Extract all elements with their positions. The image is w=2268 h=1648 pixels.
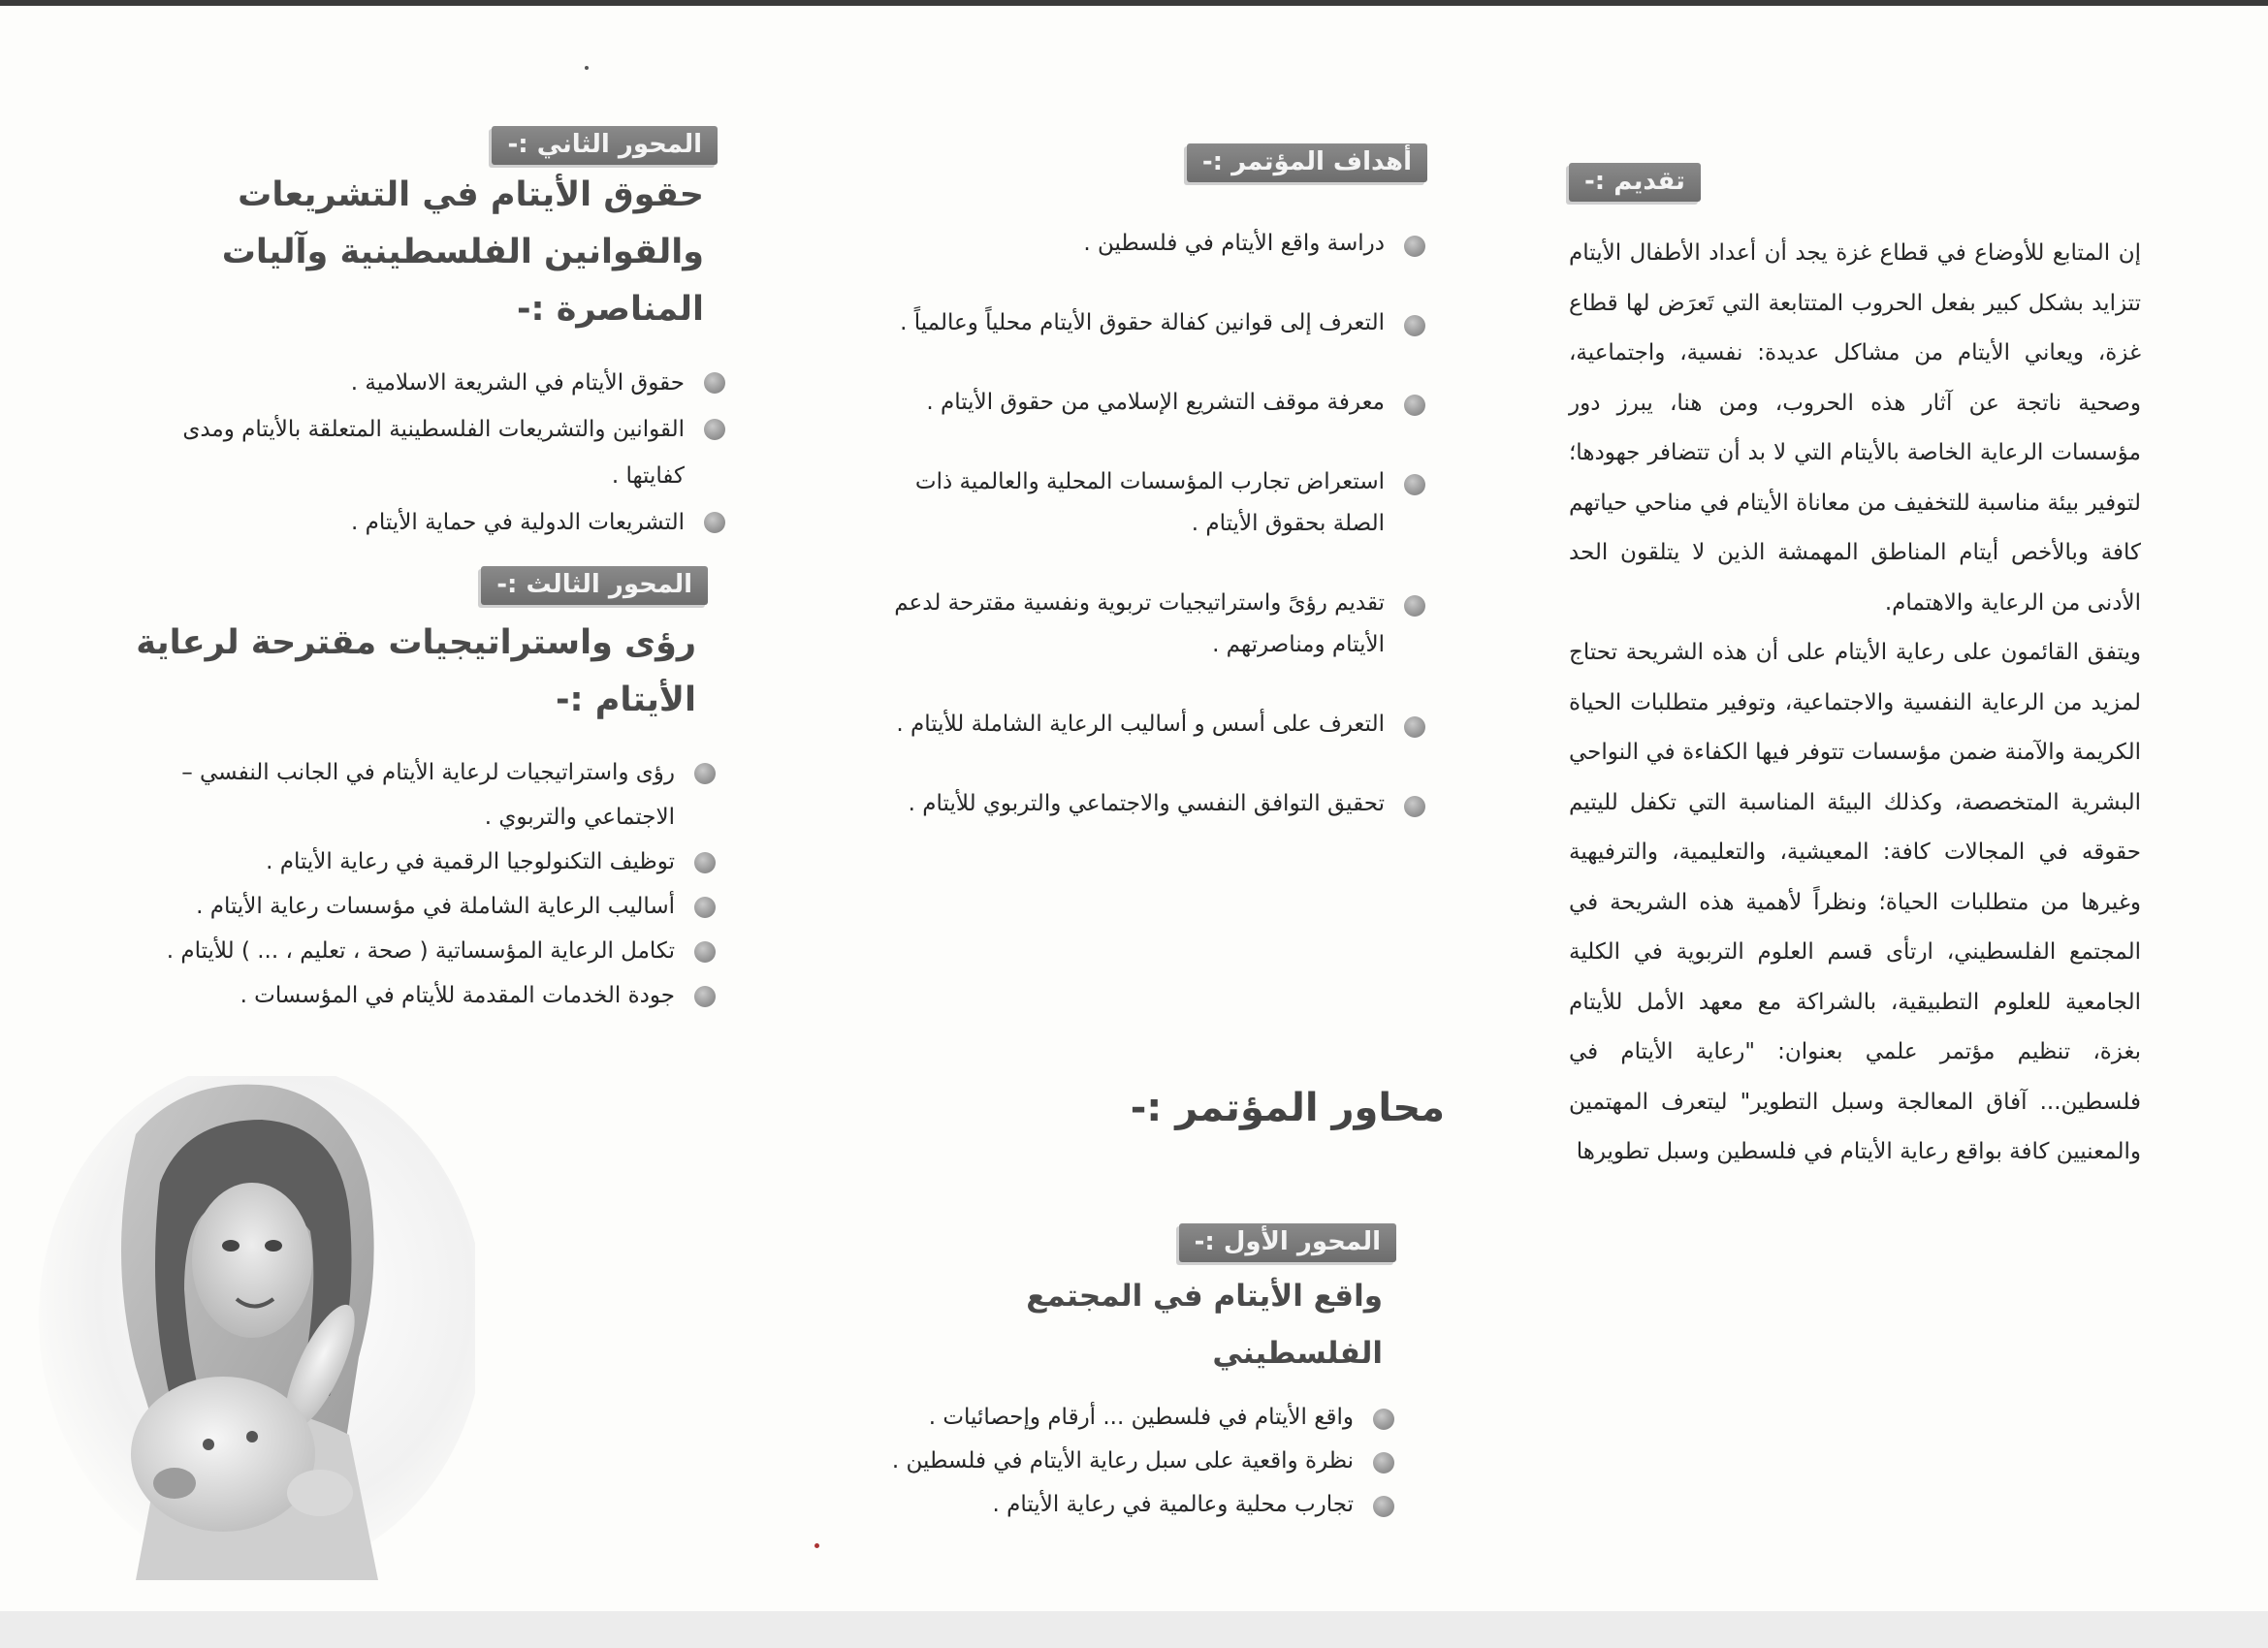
axis2-heading: حقوق الأيتام في التشريعات والقوانين الفلسطينية وآليات المناصرة :- — [221, 175, 704, 329]
photo-illustration — [29, 1076, 475, 1580]
axis3-section — [97, 566, 708, 1018]
axis3-heading: رؤى واستراتيجيات مقترحة لرعاية الأيتام :- — [136, 623, 696, 719]
list-item: نظرة واقعية على سبل رعاية الأيتام في فلسطين . — [873, 1440, 1396, 1483]
goals-section — [873, 143, 1427, 825]
axis2-section — [107, 126, 718, 546]
list-item: التشريعات الدولية في حماية الأيتام . — [107, 499, 727, 546]
list-item: حقوق الأيتام في الشريعة الاسلامية . — [107, 360, 727, 406]
intro-tag: تقديم :- — [1569, 163, 1701, 202]
list-item: تجارب محلية وعالمية في رعاية الأيتام . — [873, 1483, 1396, 1527]
intro-paragraph-1: إن المتابع للأوضاع في قطاع غزة يجد أن أعداد الأطفال الأيتام تتزايد بشكل كبير بفعل الحروب المتتابعة التي تَعرَض لها قطاع غزة، ويعاني الأيتام من مشاكل عديدة: نفسية، واجتماعية، وصحية ناتجة عن آثار هذه الحروب، ومن هنا، يبرز دور مؤسسات الرعاية الخاصة بالأيتام التي لا بد أن تتضافر جهودها؛ لتوفير بيئة مناسبة للتخفيف من معاناة الأيتام في مناحي حياتهم كافة وبالأخص أيتام المناطق المهمشة الذين لا يتلقون الحد الأدنى من الرعاية والاهتمام. — [1569, 240, 2141, 616]
axis2-tag: المحور الثاني :- — [492, 126, 718, 165]
scan-speck — [815, 1543, 819, 1548]
axis1-section — [873, 1223, 1396, 1527]
intro-text — [1569, 229, 2141, 1178]
intro-paragraph-2: ويتفق القائمون على رعاية الأيتام على أن هذه الشريحة تحتاج لمزيد من الرعاية النفسية والاجتماعية، وتوفير متطلبات الحياة الكريمة والآمنة ضمن مؤسسات تتوفر فيها الكفاءة في النواحي البشرية المتخصصة، وكذلك البيئة المناسبة التي تكفل لليتيم حقوقه في المجالات كافة: المعيشية، والتعليمية، والترفيهية وغيرها من متطلبات الحياة؛ ونظراً لأهمية هذه الشريحة في المجتمع الفلسطيني، ارتأى قسم العلوم التربوية في الكلية الجامعية للعلوم التطبيقية، بالشراكة مع معهد الأمل للأيتام بغزة، تنظيم مؤتمر علمي بعنوان: "رعاية الأيتام في فلسطين... آفاق المعالجة وسبل التطوير" ليتعرف المهتمين والمعنيين كافة بواقع رعاية الأيتام في فلسطين وسبل تطويرها — [1569, 640, 2141, 1164]
list-item: توظيف التكنولوجيا الرقمية في رعاية الأيتام . — [97, 840, 718, 884]
list-item: التعرف إلى قوانين كفالة حقوق الأيتام محلياً وعالمياً . — [873, 302, 1427, 344]
list-item: دراسة واقع الأيتام في فلسطين . — [873, 223, 1427, 265]
intro-section — [1569, 163, 2141, 1178]
goals-tag: أهداف المؤتمر :- — [1187, 143, 1427, 182]
axis3-list — [97, 750, 718, 1018]
goals-list — [873, 223, 1427, 825]
girl-with-plush-photo — [29, 1076, 475, 1580]
scan-top-edge — [0, 0, 2268, 6]
list-item: تحقيق التوافق النفسي والاجتماعي والتربوي للأيتام . — [873, 783, 1427, 825]
list-item: تكامل الرعاية المؤسساتية ( صحة ، تعليم ، ... ) للأيتام . — [97, 929, 718, 973]
axis1-tag: المحور الأول :- — [1179, 1223, 1396, 1262]
list-item: أساليب الرعاية الشاملة في مؤسسات رعاية الأيتام . — [97, 884, 718, 929]
axis2-list — [107, 360, 727, 546]
list-item: معرفة موقف التشريع الإسلامي من حقوق الأيتام . — [873, 382, 1427, 424]
scan-speck — [585, 66, 589, 70]
list-item: رؤى واستراتيجيات لرعاية الأيتام في الجانب النفسي – الاجتماعي والتربوي . — [97, 750, 718, 840]
axis1-heading: واقع الأيتام في المجتمع الفلسطيني — [1026, 1279, 1383, 1371]
scan-bottom-edge — [0, 1611, 2268, 1648]
list-item: استعراض تجارب المؤسسات المحلية والعالمية ذات الصلة بحقوق الأيتام . — [873, 461, 1427, 545]
axes-title: محاور المؤتمر :- — [1130, 1086, 1445, 1130]
list-item: التعرف على أسس و أساليب الرعاية الشاملة للأيتام . — [873, 704, 1427, 745]
list-item: جودة الخدمات المقدمة للأيتام في المؤسسات . — [97, 973, 718, 1018]
list-item: تقديم رؤىً واستراتيجيات تربوية ونفسية مقترحة لدعم الأيتام ومناصرتهم . — [873, 583, 1427, 666]
axis1-list — [873, 1396, 1396, 1527]
list-item: واقع الأيتام في فلسطين ... أرقام وإحصائيات . — [873, 1396, 1396, 1440]
list-item: القوانين والتشريعات الفلسطينية المتعلقة بالأيتام ومدى كفايتها . — [107, 406, 727, 499]
axis3-tag: المحور الثالث :- — [481, 566, 708, 605]
